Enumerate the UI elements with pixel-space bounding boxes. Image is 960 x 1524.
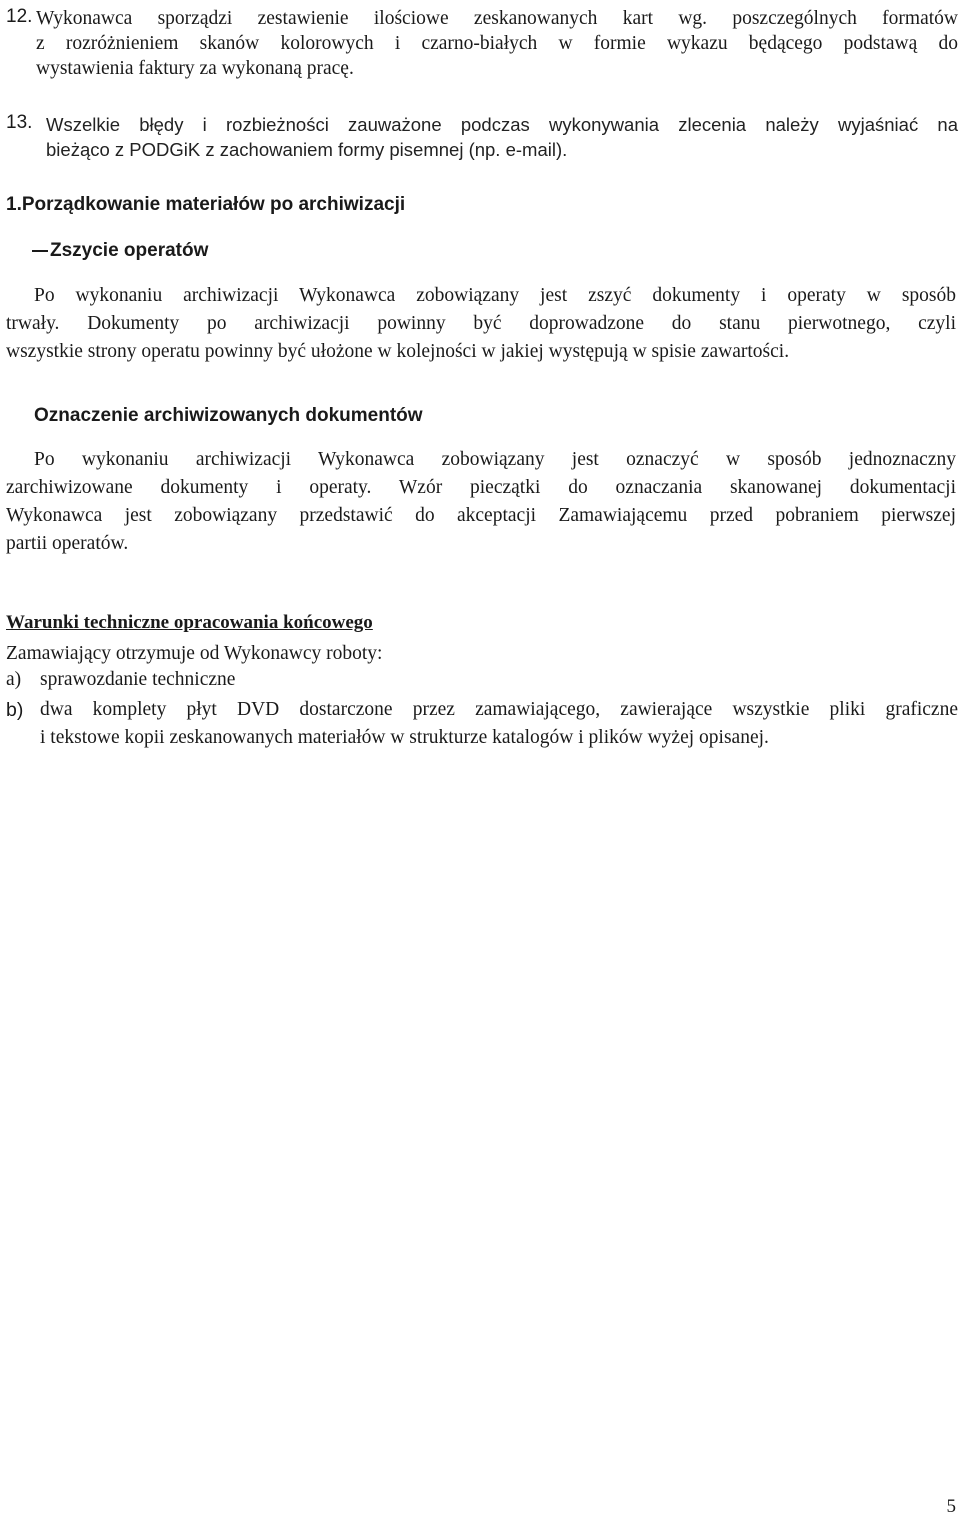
paragraph-line: Po wykonaniu archiwizacji Wykonawca zobowiązany jest oznaczyć w sposób jednoznaczny <box>34 449 956 470</box>
intro-text: Zamawiający otrzymuje od Wykonawcy roboty: <box>6 643 383 664</box>
list-line: i tekstowe kopii zeskanowanych materiałów w strukturze katalogów i plików wyżej opisanej. <box>40 727 769 748</box>
paragraph-line: wszystkie strony operatu powinny być ułożone w kolejności w jakiej występują w spisie zawartości. <box>6 341 790 362</box>
paragraph <box>6 446 956 558</box>
item-line: Wykonawca sporządzi zestawienie ilościowe zeskanowanych kart wg. poszczególnych formatów <box>36 8 958 29</box>
section-title: 1.Porządkowanie materiałów po archiwizacji <box>6 194 406 215</box>
item-number: 12. <box>6 6 33 27</box>
subsection-label: Zszycie operatów <box>50 240 209 261</box>
paragraph-line: zarchiwizowane dokumenty i operaty. Wzór pieczątki do oznaczania skanowanej dokumentacji <box>6 477 956 498</box>
item-text <box>46 112 958 162</box>
list-line: sprawozdanie techniczne <box>40 669 236 690</box>
paragraph-line: partii operatów. <box>6 533 129 554</box>
item-text <box>36 6 958 81</box>
list-text <box>40 666 958 694</box>
paragraph-line: Po wykonaniu archiwizacji Wykonawca zobowiązany jest zszyć dokumenty i operaty w sposób <box>34 285 956 306</box>
subsection-title <box>32 240 208 262</box>
list-marker: a) <box>6 669 22 690</box>
paragraph-line: trwały. Dokumenty po archiwizacji powinny być doprowadzone do stanu pierwotnego, czyli <box>6 313 956 334</box>
list-item-a <box>6 666 958 694</box>
item-number: 13. <box>6 112 33 133</box>
dash-bullet <box>32 250 48 252</box>
paragraph <box>6 282 956 366</box>
item-line: z rozróżnieniem skanów kolorowych i czarno-białych w formie wykazu będącego podstawą do <box>36 33 958 54</box>
item-line: bieżąco z PODGiK z zachowaniem formy pisemnej (np. e-mail). <box>46 139 568 160</box>
section-title: Oznaczenie archiwizowanych dokumentów <box>34 405 423 426</box>
list-item-12 <box>6 6 958 81</box>
list-text <box>40 696 958 752</box>
item-line: Wszelkie błędy i rozbieżności zauważone podczas wykonywania zlecenia należy wyjaśniać na <box>46 114 958 135</box>
list-line: dwa komplety płyt DVD dostarczone przez zamawiającego, zawierające wszystkie pliki graficzne <box>40 699 958 720</box>
section-title: Warunki techniczne opracowania końcowego <box>6 612 373 633</box>
item-line: wystawienia faktury za wykonaną pracę. <box>36 58 354 79</box>
page-number: 5 <box>946 1496 956 1517</box>
paragraph-line: Wykonawca jest zobowiązany przedstawić do akceptacji Zamawiającemu przed pobraniem pierwszej <box>6 505 956 526</box>
list-item-13 <box>6 112 958 162</box>
list-marker: b) <box>6 699 24 721</box>
list-item-b <box>6 696 958 752</box>
